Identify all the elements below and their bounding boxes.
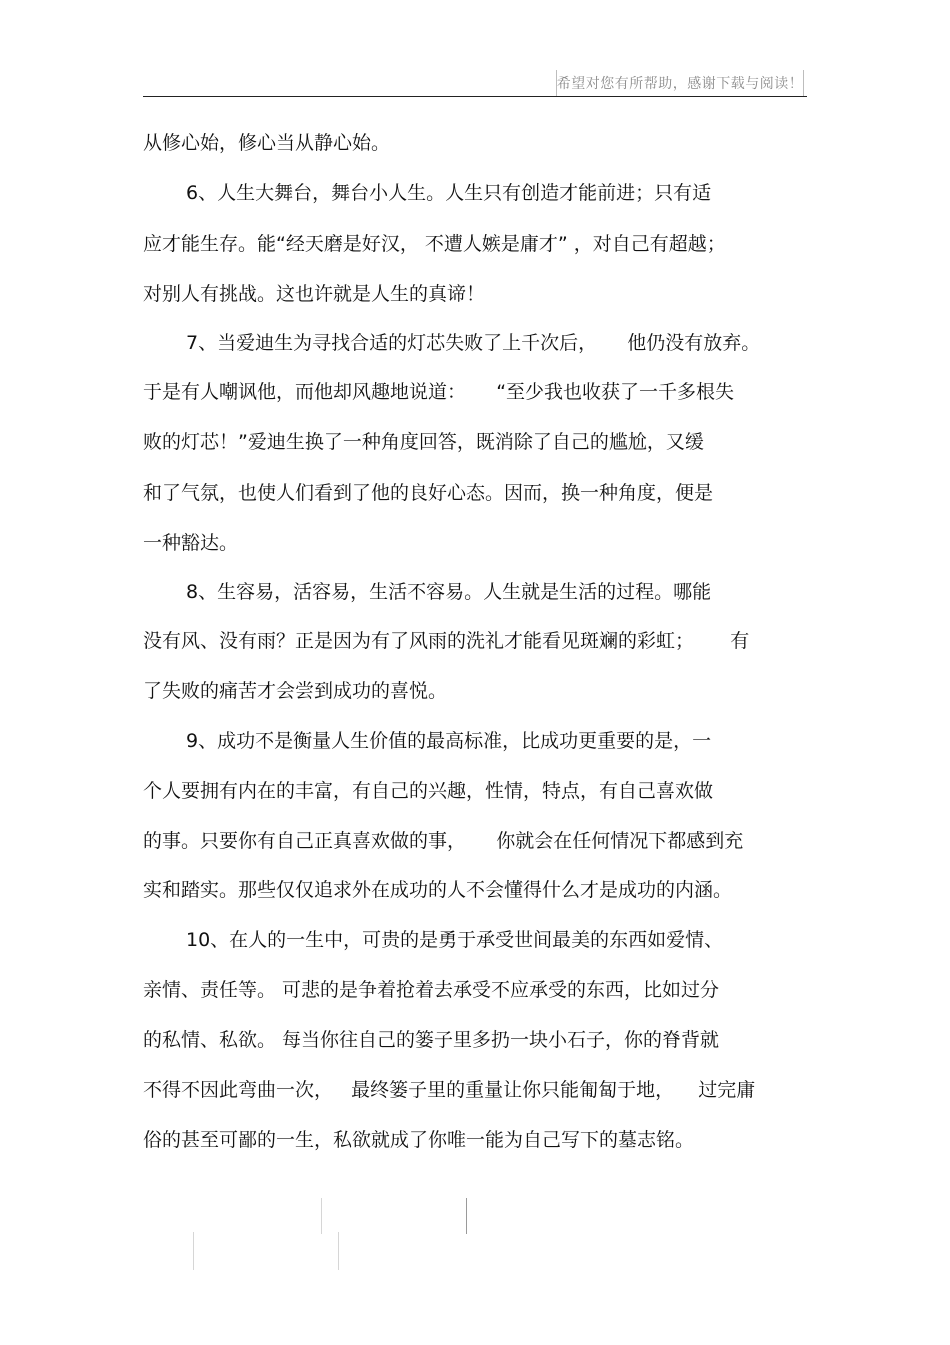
text-line: 8、生容易，活容易，生活不容易。人生就是生活的过程。哪能 [186, 581, 712, 603]
text-line: 9、成功不是衡量人生价值的最高标准，比成功更重要的是，一 [186, 730, 712, 752]
header-note: 希望对您有所帮助，感谢下载与阅读！ [556, 76, 804, 92]
text-line: 一种豁达。 [143, 532, 239, 554]
text-line: 个人要拥有内在的丰富，有自己的兴趣，性情，特点，有自己喜欢做 [143, 780, 714, 802]
text-line: 亲情、责任等。 可悲的是争着抢着去承受不应承受的东西，比如过分 [143, 979, 720, 1001]
artifact-mark [466, 1198, 467, 1234]
text-line: 没有风、没有雨？正是因为有了风雨的洗礼才能看见斑斓的彩虹； 有 [143, 630, 750, 652]
text-line: 7、当爱迪生为寻找合适的灯芯失败了上千次后， 他仍没有放弃。 [186, 332, 761, 354]
text-line: 和了气氛，也使人们看到了他的良好心态。因而，换一种角度，便是 [143, 482, 714, 504]
text-line: 于是有人嘲讽他，而他却风趣地说道： “至少我也收获了一千多根失 [143, 381, 735, 403]
text-line: 败的灯芯！”爱迪生换了一种角度回答，既消除了自己的尴尬，又缓 [143, 431, 704, 453]
text-line: 的事。只要你有自己正真喜欢做的事， 你就会在任何情况下都感到充 [143, 830, 744, 852]
artifact-mark [338, 1232, 339, 1270]
text-line: 从修心始，修心当从静心始。 [143, 132, 391, 154]
text-line: 应才能生存。能“经天磨是好汉， 不遭人嫉是庸才” ，对自己有超越； [143, 233, 726, 255]
text-line: 6、人生大舞台，舞台小人生。人生只有创造才能前进；只有适 [186, 182, 712, 204]
text-line: 实和踏实。那些仅仅追求外在成功的人不会懂得什么才是成功的内涵。 [143, 879, 733, 901]
text-line: 不得不因此弯曲一次， 最终篓子里的重量让你只能匍匐于地， 过完庸 [143, 1079, 756, 1101]
text-line: 的私情、私欲。 每当你往自己的篓子里多扔一块小石子，你的脊背就 [143, 1029, 720, 1051]
artifact-mark [321, 1198, 322, 1234]
text-line: 俗的甚至可鄙的一生，私欲就成了你唯一能为自己写下的墓志铭。 [143, 1129, 695, 1151]
text-line: 10、在人的一生中，可贵的是勇于承受世间最美的东西如爱情、 [186, 929, 724, 951]
artifact-mark [193, 1232, 194, 1270]
text-line: 了失败的痛苦才会尝到成功的喜悦。 [143, 680, 448, 702]
text-line: 对别人有挑战。这也许就是人生的真谛！ [143, 283, 486, 305]
header-divider [143, 96, 807, 97]
header-note-box [556, 70, 804, 96]
